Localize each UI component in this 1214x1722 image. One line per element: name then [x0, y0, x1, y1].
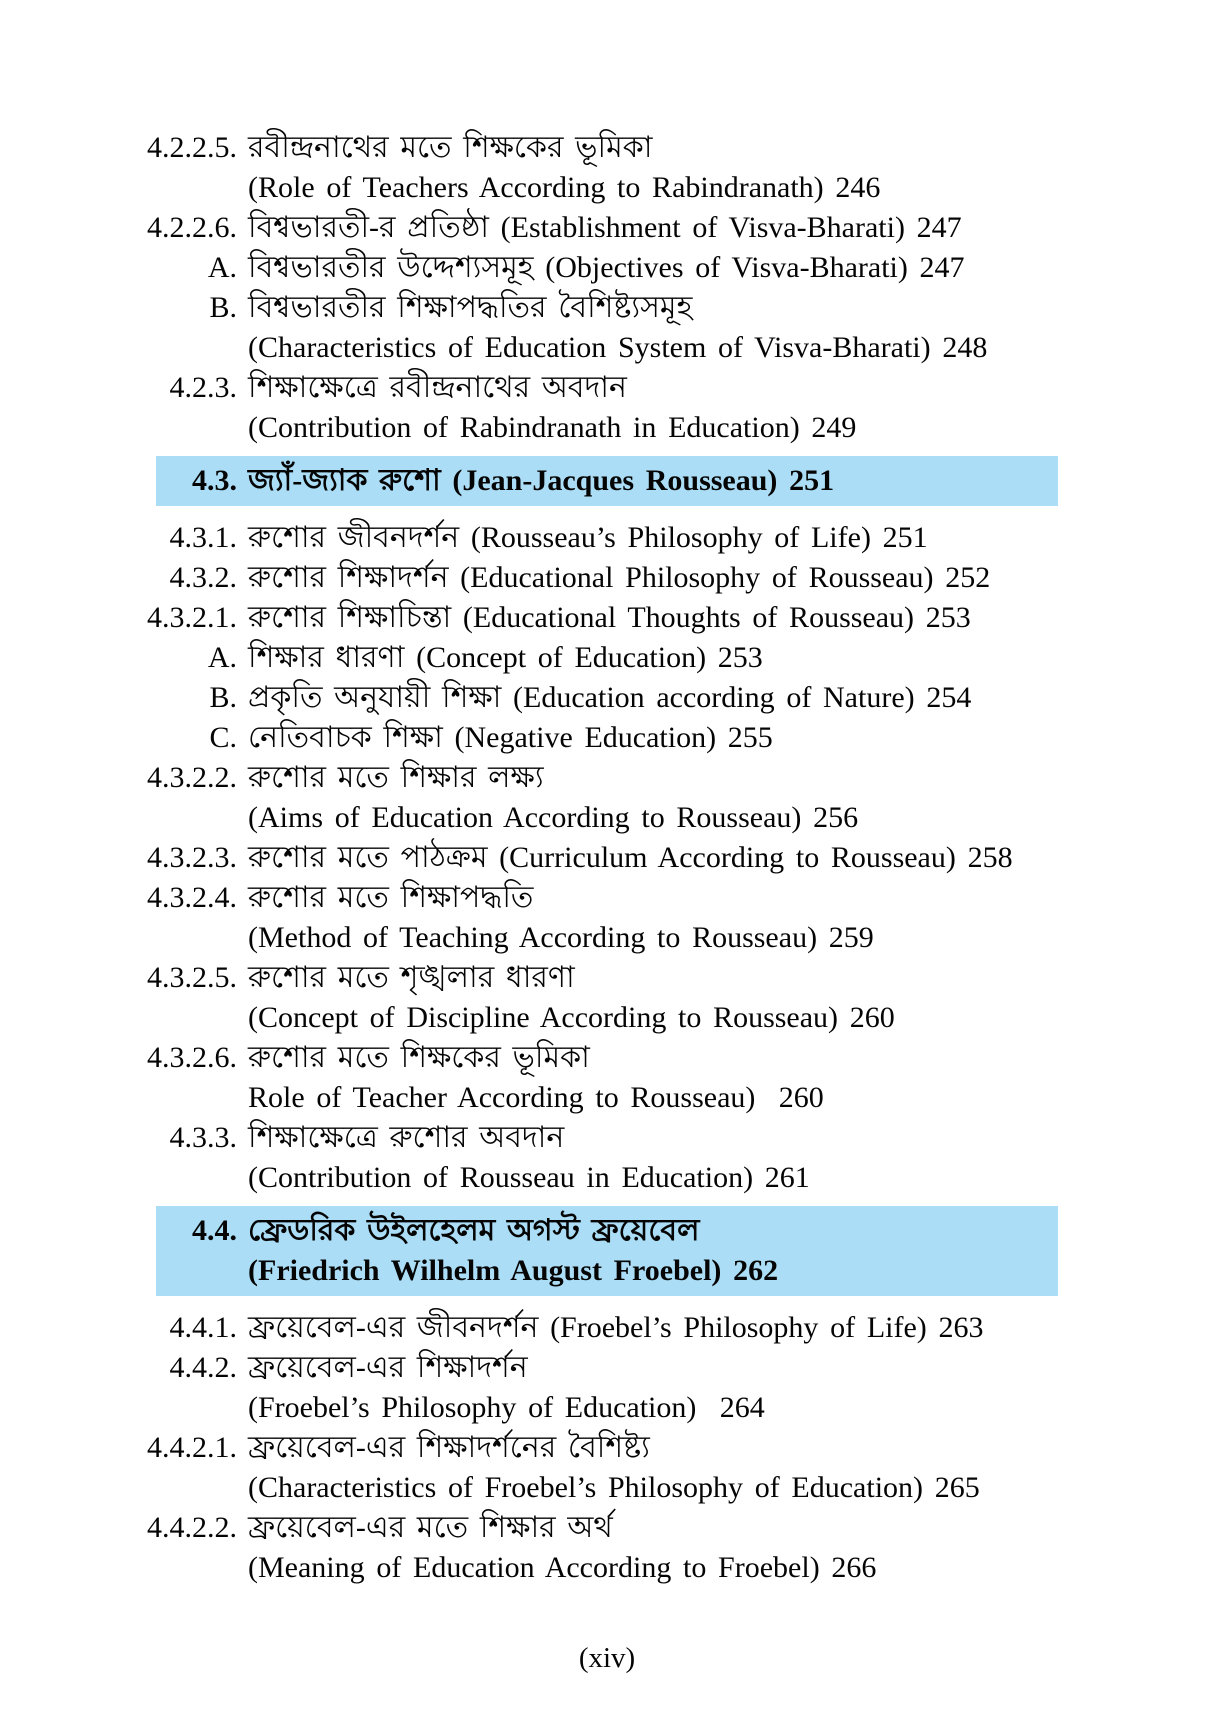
toc-entry-text: [237, 638, 763, 678]
toc-entry-line: রুশোর জীবনদর্শন (Rousseau’s Philosophy of Life) 251: [248, 521, 928, 554]
toc-entry-line: ফ্রয়েবেল-এর শিক্ষাদর্শন: [248, 1351, 528, 1384]
toc-entry-line: রুশোর শিক্ষাদর্শন (Educational Philosophy of Rousseau) 252: [248, 561, 991, 594]
toc-entry-number: 4.2.2.6.: [147, 211, 237, 244]
toc-entry-line: রুশোর মতে শৃঙ্খলার ধারণা: [248, 961, 575, 994]
toc-entry: [130, 128, 1174, 208]
toc-entry-text: [237, 758, 858, 838]
toc-entry-text: [237, 1118, 810, 1198]
toc-entry-line: রুশোর মতে শিক্ষাপদ্ধতি: [248, 881, 534, 914]
toc-entry-line: (Froebel’s Philosophy of Education) 264: [248, 1391, 765, 1424]
toc-entry-number: 4.3.2.: [169, 561, 237, 594]
toc-entry: [130, 1348, 1174, 1428]
toc-entry-line: রুশোর মতে শিক্ষার লক্ষ্য: [248, 761, 544, 794]
toc-entry-text: [237, 1211, 778, 1291]
toc-entry-number: 4.4.1.: [169, 1311, 237, 1344]
toc-entry-line: ফ্রয়েবেল-এর জীবনদর্শন (Froebel’s Philosophy of Life) 263: [248, 1311, 984, 1344]
toc-entry: [130, 1308, 1174, 1348]
toc-entry-number: 4.3.2.5.: [147, 961, 237, 994]
toc-entry-line: (Contribution of Rabindranath in Education) 249: [248, 411, 857, 444]
toc-entry-line: ফ্রেডরিক উইলহেলম অগস্ট ফ্রয়েবেল: [248, 1214, 700, 1247]
toc-entry-text: [237, 558, 990, 598]
toc-entry-number: B.: [209, 291, 237, 324]
toc-entry-text: [237, 208, 962, 248]
toc-entry-text: [237, 128, 880, 208]
toc-entry-line: জ্যাঁ-জ্যাক রুশো (Jean-Jacques Rousseau) 251: [248, 464, 835, 497]
toc-entry-number: 4.3.2.3.: [147, 841, 237, 874]
toc-entry-line: ফ্রয়েবেল-এর শিক্ষাদর্শনের বৈশিষ্ট্য: [248, 1431, 650, 1464]
toc-entry-line: প্রকৃতি অনুযায়ী শিক্ষা (Education according of Nature) 254: [248, 681, 972, 714]
toc-entry: [130, 638, 1174, 678]
toc-entry: [156, 461, 1058, 501]
toc-entry-number: 4.3.2.2.: [147, 761, 237, 794]
toc-entry: [130, 958, 1174, 1038]
toc-entry: [130, 558, 1174, 598]
toc-entry: [130, 518, 1174, 558]
toc-entry: [130, 758, 1174, 838]
toc-entry: [130, 368, 1174, 448]
toc-entry-number: 4.2.2.5.: [147, 131, 237, 164]
toc-entry-text: [237, 518, 928, 558]
toc-entry-number: 4.3.: [192, 464, 237, 497]
toc-entry-text: [237, 1038, 824, 1118]
toc-entry-line: (Friedrich Wilhelm August Froebel) 262: [248, 1254, 779, 1287]
toc-entry-number: 4.4.2.1.: [147, 1431, 237, 1464]
toc-entry-text: [237, 598, 971, 638]
toc-entry: [130, 598, 1174, 638]
toc-entry: [130, 838, 1174, 878]
page-number: (xiv): [578, 1642, 636, 1674]
toc-entry: [130, 248, 1174, 288]
toc-entry-line: শিক্ষার ধারণা (Concept of Education) 253: [248, 641, 763, 674]
toc-entry-line: রুশোর মতে পাঠক্রম (Curriculum According to Rousseau) 258: [248, 841, 1013, 874]
toc-entry-line: বিশ্বভারতীর শিক্ষাপদ্ধতির বৈশিষ্ট্যসমূহ: [248, 291, 693, 324]
toc-entry-text: [237, 1508, 876, 1588]
toc-entry-number: B.: [209, 681, 237, 714]
toc-entry: [130, 878, 1174, 958]
toc-entry: [130, 288, 1174, 368]
toc-entry-number: 4.4.2.: [169, 1351, 237, 1384]
toc-entry: [130, 1118, 1174, 1198]
toc-entry-line: (Contribution of Rousseau in Education) 261: [248, 1161, 810, 1194]
toc-entry-line: (Meaning of Education According to Froebel) 266: [248, 1551, 877, 1584]
toc-entry-line: (Aims of Education According to Rousseau) 256: [248, 801, 859, 834]
toc-entry: [130, 1428, 1174, 1508]
toc-entry: [130, 678, 1174, 718]
toc-entry: [130, 1038, 1174, 1118]
toc-entry-line: ফ্রয়েবেল-এর মতে শিক্ষার অর্থ: [248, 1511, 613, 1544]
toc-entry-line: (Role of Teachers According to Rabindranath) 246: [248, 171, 881, 204]
toc-entry-line: বিশ্বভারতী-র প্রতিষ্ঠা (Establishment of Visva-Bharati) 247: [248, 211, 962, 244]
toc-entry-line: শিক্ষাক্ষেত্রে রবীন্দ্রনাথের অবদান: [248, 371, 627, 404]
toc-entry-text: [237, 838, 1013, 878]
toc-entry: [130, 718, 1174, 758]
toc-entry-text: [237, 718, 773, 758]
toc-entry-text: [237, 248, 965, 288]
toc-entry-line: রুশোর মতে শিক্ষকের ভূমিকা: [248, 1041, 590, 1074]
toc-entry-text: [237, 878, 874, 958]
toc-entry-line: রুশোর শিক্ষাচিন্তা (Educational Thoughts of Rousseau) 253: [248, 601, 971, 634]
toc-entry: [156, 1211, 1058, 1291]
toc-entry-number: A.: [207, 251, 237, 284]
highlighted-section-header: [156, 456, 1058, 506]
toc-entry-number: 4.3.1.: [169, 521, 237, 554]
toc-entry-line: বিশ্বভারতীর উদ্দেশ্যসমূহ (Objectives of Visva-Bharati) 247: [248, 251, 965, 284]
toc-entry-line: শিক্ষাক্ষেত্রে রুশোর অবদান: [248, 1121, 565, 1154]
toc-entry: [130, 208, 1174, 248]
toc-entry-text: [237, 958, 895, 1038]
toc-entry-number: A.: [207, 641, 237, 674]
highlighted-section-header: [156, 1206, 1058, 1296]
toc-entry-line: রবীন্দ্রনাথের মতে শিক্ষকের ভূমিকা: [248, 131, 653, 164]
toc-entry-text: [237, 1428, 980, 1508]
toc-entry-number: 4.4.: [192, 1214, 237, 1247]
toc-entry-text: [237, 368, 856, 448]
toc-entry-text: [237, 678, 971, 718]
toc-entry-line: (Characteristics of Education System of Visva-Bharati) 248: [248, 331, 988, 364]
toc-entry-number: C.: [209, 721, 237, 754]
toc-entry: [130, 1508, 1174, 1588]
toc-entry-text: [237, 1308, 983, 1348]
toc-entry-line: (Concept of Discipline According to Rousseau) 260: [248, 1001, 895, 1034]
toc-entry-text: [237, 461, 834, 501]
toc-entry-number: 4.3.3.: [169, 1121, 237, 1154]
toc-entry-line: (Characteristics of Froebel’s Philosophy of Education) 265: [248, 1471, 980, 1504]
toc-entry-number: 4.3.2.1.: [147, 601, 237, 634]
toc-entry-number: 4.4.2.2.: [147, 1511, 237, 1544]
toc-entry-line: (Method of Teaching According to Rousseau) 259: [248, 921, 874, 954]
toc-entry-number: 4.3.2.6.: [147, 1041, 237, 1074]
toc-entry-line: Role of Teacher According to Rousseau) 260: [248, 1081, 824, 1114]
toc-entry-text: [237, 1348, 765, 1428]
toc-entry-number: 4.3.2.4.: [147, 881, 237, 914]
toc-entry-text: [237, 288, 987, 368]
toc-entry-line: নেতিবাচক শিক্ষা (Negative Education) 255: [248, 721, 773, 754]
toc-entry-number: 4.2.3.: [169, 371, 237, 404]
